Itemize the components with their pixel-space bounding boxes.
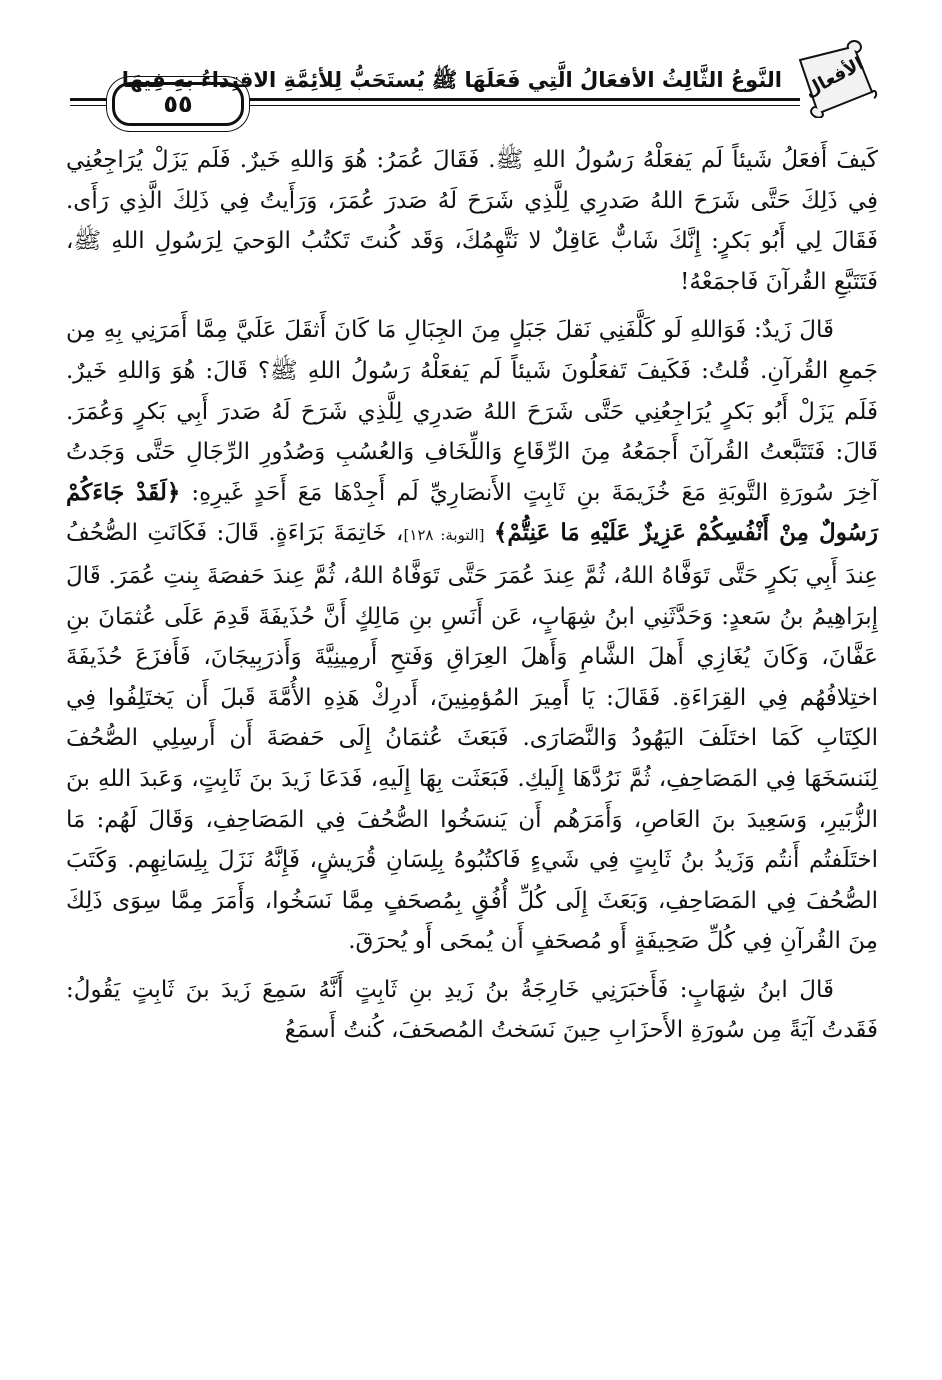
page-header — [58, 40, 878, 120]
section-badge — [786, 40, 878, 118]
page-number: ٥٥ — [112, 82, 244, 126]
paragraph — [66, 140, 878, 302]
running-header-title: النَّوعُ الثَّالِثُ الأفعَالُ الَّتِي فَعَلَهَا ﷺ يُستَحَبُّ لِلأئِمَّةِ الاقتِداءُ بهِ فِيهَا — [121, 68, 782, 92]
text-run: قَالَ زَيدٌ: فَوَاللهِ لَو كَلَّفَنِي نَقلَ جَبَلٍ مِنَ الجِبَالِ مَا كَانَ أَثقَلَ عَلَيَّ مِمَّا أَمَرَنِي بِهِ مِن جَمعِ القُرآنِ. قُلتُ: فَكَيفَ تَفعَلُونَ شَيئاً لَم يَفعَلْهُ رَسُولُ اللهِ ﷺ؟ قَالَ: هُوَ وَاللهِ خَيرٌ. فَلَم يَزَلْ أَبُو بَكرٍ يُرَاجِعُنِي حَتَّى شَرَحَ اللهُ صَدرِي لِلَّذِي شَرَحَ لَهُ صَدرَ أَبِي بَكرٍ وَعُمَرَ. قَالَ: فَتَتَبَّعتُ القُرآنَ أَجمَعُهُ مِنَ الرِّقَاعِ وَاللِّخَافِ وَالعُسُبِ وَصُدُورِ الرِّجَالِ حَتَّى وَجَدتُ آخِرَ سُورَةِ التَّوبَةِ مَعَ خُزَيمَةَ بنِ ثَابِتٍ الأَنصَارِيِّ لَم أَجِدْهَا مَعَ أَحَدٍ غَيرِهِ: — [66, 317, 878, 506]
body-text — [66, 140, 878, 1059]
paragraph — [66, 970, 878, 1051]
text-run: قَالَ ابنُ شِهَابٍ: فَأَخبَرَنِي خَارِجَةُ بنُ زَيدِ بنِ ثَابِتٍ أَنَّهُ سَمِعَ زَيدَ بنَ ثَابِتٍ يَقُولُ: فَقَدتُ آيَةً مِن سُورَةِ الأَحزَابِ حِينَ نَسَختُ المُصحَفَ، كُنتُ أَسمَعُ — [66, 976, 878, 1044]
text-run: كَيفَ أَفعَلُ شَيئاً لَم يَفعَلْهُ رَسُولُ اللهِ ﷺ. فَقَالَ عُمَرُ: هُوَ وَاللهِ خَيرٌ. فَلَم يَزَلْ يُرَاجِعُنِي فِي ذَلِكَ حَتَّى شَرَحَ اللهُ صَدرِي لِلَّذِي شَرَحَ لَهُ صَدرَ عُمَرَ، وَرَأَيتُ فِي ذَلِكَ الَّذِي رَأَى. فَقَالَ لِي أَبُو بَكرٍ: إِنَّكَ شَابٌّ عَاقِلٌ لا نَتَّهِمُكَ، وَقَد كُنتَ تَكتُبُ الوَحيَ لِرَسُولِ اللهِ ﷺ، فَتَتَبَّعِ القُرآنَ فَاجمَعْهُ! — [66, 147, 878, 295]
quran-verse: ﴿لَقَدْ جَاءَكُمْ رَسُولٌ مِنْ أَنْفُسِكُمْ عَزِيزٌ عَلَيْهِ مَا عَنِتُّمْ﴾ — [66, 478, 879, 547]
section-badge-label: الأفعال — [801, 53, 868, 102]
text-run: ، خَاتِمَةَ بَرَاءَةٍ. قَالَ: فَكَانَتِ الصُّحُفُ عِندَ أَبِي بَكرٍ حَتَّى تَوَفَّاهُ اللهُ، ثُمَّ عِندَ عُمَرَ حَتَّى تَوَفَّاهُ اللهُ، ثُمَّ عِندَ حَفصَةَ بِنتِ عُمَرَ. قَالَ إِبرَاهِيمُ بنُ سَعدٍ: وَحَدَّثَنِي ابنُ شِهَابٍ، عَن أَنَسِ بنِ مَالِكٍ أَنَّ حُذَيفَةَ قَدِمَ عَلَى عُثمَانَ بنِ عَفَّانَ، وَكَانَ يُغَازِي أَهلَ الشَّامِ وَأَهلَ العِرَاقِ وَفَتحِ أَرمِينِيَّةَ وَأَذرَبِيجَانَ، فَأَفزَعَ حُذَيفَةَ اختِلافُهُم فِي القِرَاءَةِ. فَقَالَ: يَا أَمِيرَ المُؤمِنِينَ، أَدرِكْ هَذِهِ الأُمَّةَ قَبلَ أَن يَختَلِفُوا فِي الكِتَابِ كَمَا اختَلَفَ اليَهُودُ وَالنَّصَارَى. فَبَعَثَ عُثمَانُ إِلَى حَفصَةَ أَن أَرسِلِي الصُّحُفَ لِنَنسَخَهَا فِي المَصَاحِفِ، ثُمَّ نَرُدَّهَا إِلَيكِ. فَبَعَثَت بِهَا إِلَيهِ، فَدَعَا زَيدَ بنَ ثَابِتٍ، وَعَبدَ اللهِ بنَ الزُّبَيرِ، وَسَعِيدَ بنَ العَاصِ، وَأَمَرَهُم أَن يَنسَخُوا الصُّحُفَ فِي المَصَاحِفِ، وَقَالَ لَهُم: مَا اختَلَفتُم أَنتُم وَزَيدُ بنُ ثَابِتٍ فِي شَيءٍ فَاكتُبُوهُ بِلِسَانِ قُرَيشٍ، فَإِنَّهُ نَزَلَ بِلِسَانِهِم. وَكَتَبَ الصُّحُفَ فِي المَصَاحِفِ، وَبَعَثَ إِلَى كُلِّ أُفُقٍ بِمُصحَفٍ مِمَّا نَسَخُوا، وَأَمَرَ مِمَّا سِوَى ذَلِكَ مِنَ القُرآنِ فِي كُلِّ صَحِيفَةٍ أَو مُصحَفٍ أَن يُمحَى أَو يُحرَقَ. — [66, 520, 878, 955]
paragraph — [66, 310, 878, 962]
verse-reference: [التوبة: ١٢٨] — [403, 526, 485, 545]
